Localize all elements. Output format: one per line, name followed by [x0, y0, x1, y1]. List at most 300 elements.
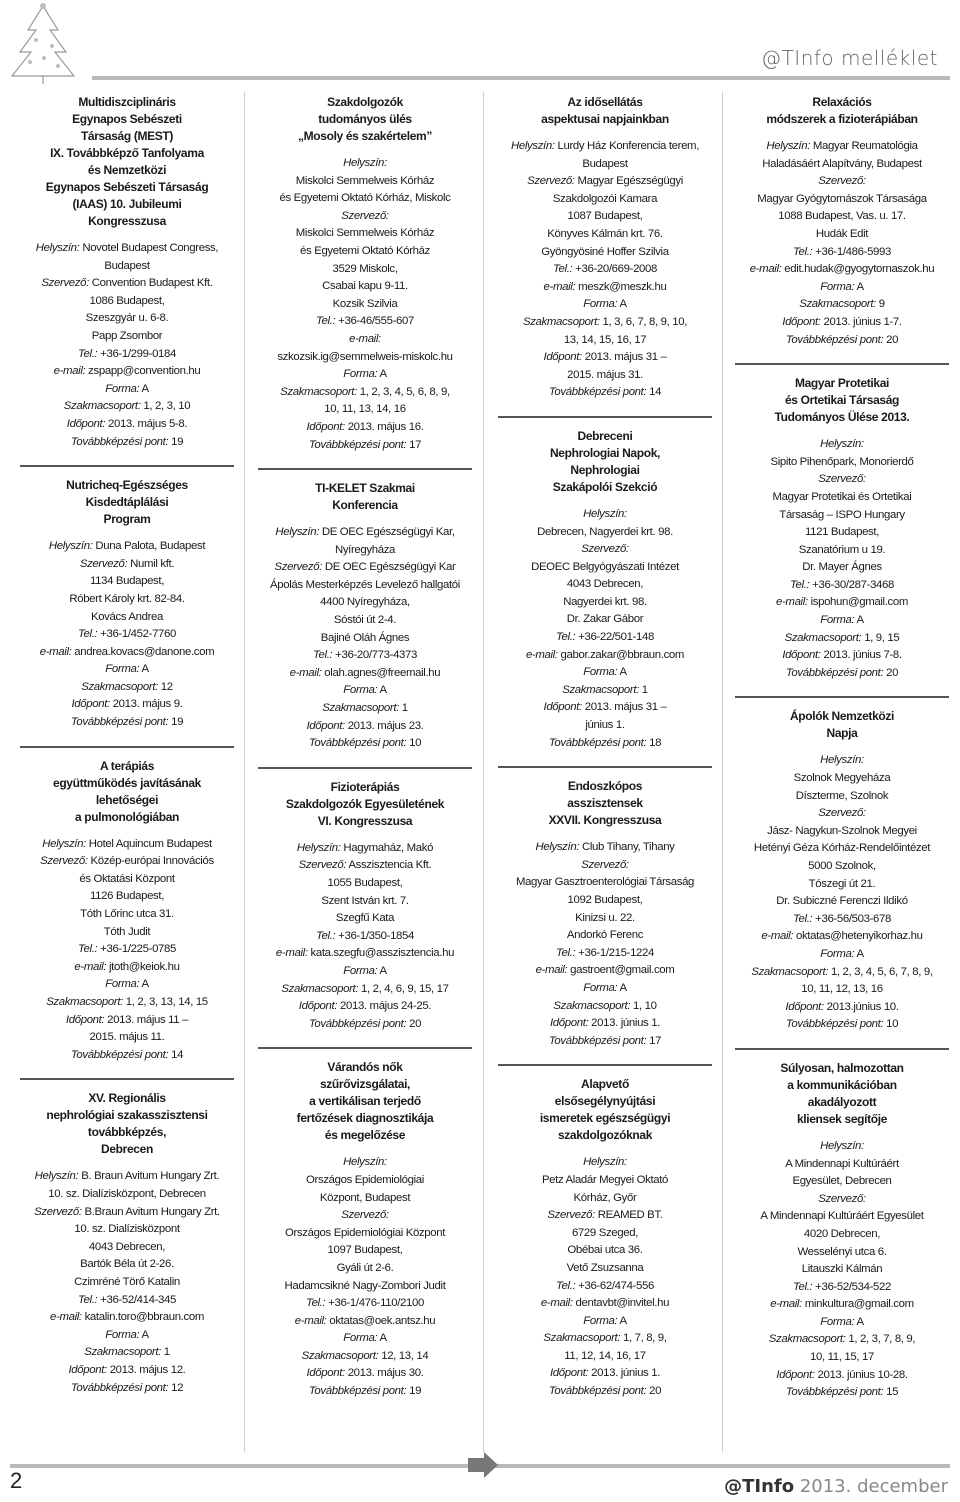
detail-label: Szervező:	[40, 855, 88, 868]
event-title-line: ismeretek egészségügyi	[539, 1111, 671, 1126]
event-title-line: Szakápolói Szekció	[552, 479, 658, 494]
detail-value: A	[856, 1315, 864, 1328]
detail-value: Kórház, Győr	[573, 1191, 637, 1204]
detail-value: +36-1/225-0785	[100, 943, 177, 956]
detail-value: A	[141, 978, 149, 991]
event-detail-line	[502, 1033, 708, 1051]
detail-value: 20	[886, 666, 899, 679]
detail-value: 1126 Budapest,	[89, 890, 165, 903]
event-detail-line	[502, 962, 708, 980]
event-entry	[258, 1047, 472, 1408]
detail-value: 4400 Nyíregyháza,	[320, 596, 410, 609]
detail-label: Forma:	[820, 280, 855, 293]
event-detail-line	[739, 489, 945, 507]
detail-value: A	[619, 666, 627, 679]
event-title-line: Nephrologiai Napok,	[549, 445, 661, 460]
detail-label: Szakmacsoport:	[280, 385, 357, 398]
detail-label: Továbbképzési pont:	[70, 1048, 169, 1061]
event-detail-line	[739, 1279, 945, 1297]
detail-label: Szervező:	[527, 175, 575, 188]
event-detail-line	[24, 1327, 230, 1345]
detail-label: Tel.:	[552, 263, 573, 276]
detail-label: Helyszín:	[535, 841, 580, 854]
detail-value: A	[379, 964, 387, 977]
detail-value: 10. sz. Dialízisközpont	[74, 1223, 180, 1236]
detail-label: Szakmacsoport:	[281, 982, 359, 995]
event-detail-line	[739, 138, 945, 156]
event-detail-line	[24, 906, 230, 924]
event-detail-line	[262, 349, 468, 367]
event-detail-line	[739, 296, 945, 314]
detail-label: Szakmacsoport:	[81, 680, 158, 693]
event-detail-line	[502, 384, 708, 402]
detail-value: +36-20/773-4373	[335, 649, 418, 662]
detail-value: Wesselényi utca 6.	[797, 1245, 887, 1258]
detail-value: 13, 14, 15, 16, 17	[563, 333, 647, 346]
detail-label: Szervező:	[581, 858, 629, 871]
event-detail-line	[739, 647, 945, 665]
event-title-line: Ápolók Nemzetközi	[789, 709, 895, 724]
column-divider	[483, 92, 484, 1452]
detail-label: Időpont:	[298, 1000, 338, 1013]
detail-value: Hagymaház, Makó	[343, 841, 434, 854]
detail-value: 2013. május 31 –	[584, 351, 667, 364]
detail-label: Tel.:	[315, 929, 336, 942]
detail-value: +36-62/474-556	[578, 1279, 655, 1292]
event-detail-line	[24, 836, 230, 854]
detail-value: 10, 11, 13, 14, 16	[324, 403, 406, 416]
detail-label: Tel.:	[792, 245, 813, 258]
detail-value: DE OEC Egészségügyi Kar	[324, 561, 456, 574]
event-detail-line	[24, 1204, 230, 1222]
detail-label: Továbbképzési pont:	[548, 736, 647, 749]
detail-label: Tel.:	[77, 347, 98, 360]
detail-label: Forma:	[343, 964, 378, 977]
event-title-line: VI. Kongresszusa	[317, 813, 413, 828]
event-detail-line	[739, 770, 945, 788]
detail-value: ispohun@gmail.com	[810, 596, 908, 609]
detail-label: Tel.:	[555, 1279, 576, 1292]
detail-value: és Egyetemi Oktató Kórház, Miskolc	[279, 192, 451, 205]
event-detail-line	[502, 226, 708, 244]
event-title-line: „Mosoly és szakértelem”	[297, 129, 433, 143]
event-title-line: továbbképzés,	[87, 1125, 167, 1140]
event-detail-line	[262, 981, 468, 999]
event-detail-line	[739, 752, 945, 770]
detail-value: Gyáli út 2-6.	[336, 1261, 394, 1274]
event-detail-line	[262, 1016, 468, 1034]
event-detail-line	[24, 924, 230, 942]
detail-value: A	[619, 981, 627, 994]
detail-value: +36-56/503-678	[815, 912, 892, 925]
detail-value: 2015. május 31.	[567, 368, 643, 381]
detail-label: Szervező:	[818, 175, 866, 188]
event-detail-line	[739, 191, 945, 209]
detail-value: Asszisztencia Kft.	[348, 859, 432, 872]
detail-label: Helyszín:	[42, 837, 86, 850]
detail-value: 2013. május 9.	[112, 698, 183, 711]
detail-value: 1092 Budapest,	[567, 894, 643, 906]
detail-value: Obébai utca 36.	[567, 1244, 643, 1257]
event-title-line: asszisztensek	[567, 796, 643, 811]
event-detail-line	[502, 314, 708, 332]
column-divider	[244, 92, 245, 1452]
event-detail-line	[502, 332, 708, 350]
detail-label: e-mail:	[535, 964, 568, 977]
detail-value: Litauszki Kálmán	[801, 1263, 883, 1276]
event-detail-line	[739, 173, 945, 191]
event-title-line: Debreceni	[577, 428, 633, 443]
event-entry	[498, 766, 712, 1058]
event-detail-line	[739, 911, 945, 929]
detail-value: 20	[886, 333, 899, 346]
detail-label: Szakmacsoport:	[301, 1349, 379, 1362]
detail-value: A Mindennapi Kultúráért Egyesület	[760, 1210, 924, 1223]
detail-label: Tel.:	[77, 1293, 98, 1306]
event-title-line: Fizioterápiás	[330, 779, 400, 794]
event-title-line: Szakdolgozók Egyesületének	[285, 796, 445, 811]
event-detail-line	[24, 1168, 230, 1186]
event-detail-line	[502, 1260, 708, 1278]
detail-label: Szervező:	[34, 1205, 82, 1218]
event-title-line: módszerek a fizioterápiában	[766, 112, 918, 126]
event-detail-line	[739, 507, 945, 525]
event-detail-line	[502, 156, 708, 174]
detail-value: Numil kft.	[130, 557, 175, 570]
event-entry	[498, 92, 712, 410]
detail-label: Helyszín:	[510, 140, 555, 152]
event-detail-line	[502, 611, 708, 629]
detail-value: Sóstói út 2-4.	[333, 614, 397, 627]
event-detail-line	[739, 244, 945, 262]
detail-label: Helyszín:	[343, 1156, 387, 1169]
detail-value: 3529 Miskolc,	[332, 262, 398, 275]
detail-value: Díszterme, Szolnok	[795, 789, 889, 802]
event-title-line: Súlyosan, halmozottan	[780, 1060, 904, 1075]
detail-value: REAMED BT.	[597, 1209, 663, 1222]
detail-label: Továbbképzési pont:	[548, 1385, 647, 1398]
event-detail-line	[739, 577, 945, 595]
event-title-line: aspektusai napjainkban	[541, 112, 669, 126]
event-title-line: tudományos ülés	[318, 112, 412, 126]
detail-value: B.Braun Avitum Hungary Zrt.	[84, 1205, 220, 1218]
event-detail-line	[262, 577, 468, 595]
detail-value: A	[856, 614, 864, 627]
detail-label: Időpont:	[306, 1367, 345, 1380]
event-detail-line	[502, 208, 708, 226]
detail-value: 6729 Szeged,	[571, 1226, 639, 1239]
event-title-line: Nutricheq-Egészséges	[66, 478, 188, 493]
event-title-line: kliensek segítője	[796, 1111, 888, 1126]
detail-value: és Oktatási Központ	[79, 872, 175, 885]
detail-value: A Mindennapi Kultúráért	[785, 1157, 899, 1170]
detail-label: Továbbképzési pont:	[70, 716, 169, 729]
detail-value: Könyves Kálmán krt. 76.	[547, 227, 663, 240]
event-detail-line	[502, 927, 708, 945]
detail-label: e-mail:	[761, 930, 794, 943]
event-detail-line	[739, 559, 945, 577]
event-detail-line	[502, 980, 708, 998]
event-detail-line	[739, 314, 945, 332]
detail-label: Időpont:	[68, 1363, 107, 1376]
event-detail-line	[262, 243, 468, 261]
detail-value: Szegfű Kata	[335, 912, 395, 925]
detail-value: Magyar Egészségügyi	[577, 175, 683, 188]
detail-value: A	[141, 382, 149, 395]
detail-value: 1087 Budapest,	[567, 210, 643, 223]
event-detail-line	[24, 871, 230, 889]
detail-value: 1, 2, 3, 10	[143, 400, 191, 413]
detail-value: 2013. június 1-7.	[823, 315, 902, 328]
event-detail-line	[262, 893, 468, 911]
detail-value: dentavbt@invitel.hu	[575, 1297, 670, 1310]
detail-value: 2013. június 10-28.	[817, 1368, 908, 1381]
event-title-line: Egynapos Sebészeti	[72, 112, 182, 126]
event-detail-line	[262, 998, 468, 1016]
event-entry	[258, 468, 472, 761]
detail-label: e-mail:	[770, 1298, 802, 1311]
event-detail-line	[739, 454, 945, 472]
event-detail-line	[502, 629, 708, 647]
event-detail-line	[24, 1256, 230, 1274]
detail-value: Convention Budapest Kft.	[91, 277, 213, 290]
event-detail-line	[502, 1348, 708, 1366]
detail-label: Helyszín:	[35, 242, 80, 254]
detail-value: Hudák Edit	[815, 227, 869, 240]
event-detail-line	[262, 630, 468, 648]
event-detail-line	[739, 1261, 945, 1279]
event-detail-line	[262, 1190, 468, 1208]
detail-value: oktatas@oek.antsz.hu	[329, 1314, 436, 1327]
detail-value: olah.agnes@freemail.hu	[324, 666, 441, 679]
detail-value: Szakdolgozói Kamara	[552, 192, 658, 205]
detail-value: Andorkó Ferenc	[566, 929, 644, 942]
event-title-line: Egynapos Sebészeti Társaság	[45, 180, 209, 194]
detail-value: 19	[171, 435, 184, 448]
detail-value: Tóth Judit	[103, 925, 151, 938]
detail-value: Vető Zsuzsanna	[566, 1261, 644, 1274]
event-detail-line	[262, 296, 468, 314]
detail-label: Továbbképzési pont:	[548, 1034, 647, 1047]
footer-brand	[724, 1476, 948, 1497]
event-detail-line	[502, 559, 708, 577]
event-detail-line	[502, 594, 708, 612]
detail-label: Szakmacsoport:	[46, 996, 123, 1008]
event-detail-line	[502, 524, 708, 542]
event-detail-line	[502, 576, 708, 594]
event-detail-line	[739, 1244, 945, 1262]
event-title-line: és Nemzetközi	[87, 163, 167, 177]
detail-value: 1, 3, 6, 7, 8, 9, 10,	[602, 315, 688, 328]
detail-value: Központ, Budapest	[319, 1191, 411, 1204]
detail-value: Miskolci Semmelweis Kórház	[295, 174, 435, 187]
event-detail-line	[262, 1172, 468, 1190]
event-detail-line	[502, 367, 708, 385]
detail-label: Szervező:	[581, 543, 629, 556]
event-title-line: lehetőségei	[95, 792, 159, 807]
detail-value: Papp Zsombor	[91, 329, 163, 342]
event-detail-line	[739, 1156, 945, 1174]
event-detail-line	[502, 717, 708, 735]
detail-value: 5000 Szolnok,	[808, 860, 876, 872]
event-detail-line	[502, 1278, 708, 1296]
detail-value: Budapest	[582, 157, 628, 170]
event-title-line: Társaság (MEST)	[80, 129, 174, 143]
detail-label: Helyszín:	[296, 841, 341, 854]
detail-value: Csabai kapu 9-11.	[322, 280, 408, 293]
detail-label: Időpont:	[782, 315, 821, 328]
detail-label: Helyszín:	[343, 157, 387, 169]
detail-value: 4043 Debrecen,	[566, 578, 644, 591]
event-detail-line	[502, 1225, 708, 1243]
event-title-line: Nephrologiai	[570, 462, 640, 477]
event-detail-line	[262, 190, 468, 208]
detail-value: Sipito Pihenőpark, Monorierdő	[770, 455, 914, 468]
event-title-line: Kisdedtáplálási	[85, 495, 169, 510]
event-detail-line	[262, 437, 468, 455]
column-1	[20, 92, 234, 1405]
event-detail-line	[262, 1383, 468, 1401]
detail-label: Szakmacsoport:	[799, 298, 876, 311]
detail-value: Novotel Budapest Congress,	[82, 242, 219, 254]
detail-label: Szervező:	[79, 557, 128, 570]
event-entry	[735, 1048, 949, 1410]
detail-value: 12	[160, 680, 173, 693]
detail-label: Forma:	[583, 1314, 618, 1327]
event-entry	[735, 92, 949, 357]
footer-issue-date: 2013. december	[799, 1476, 948, 1497]
event-detail-line	[24, 328, 230, 346]
event-detail-line	[739, 840, 945, 858]
event-detail-line	[262, 173, 468, 191]
event-detail-line	[739, 156, 945, 174]
event-detail-line	[739, 208, 945, 226]
detail-label: Helyszín:	[766, 140, 811, 152]
event-entry	[735, 363, 949, 690]
detail-label: Szervező:	[274, 561, 323, 574]
detail-label: Helyszín:	[275, 526, 320, 539]
event-detail-line	[262, 1330, 468, 1348]
event-title-line: a kommunikációban	[787, 1077, 897, 1092]
detail-value: 9	[878, 298, 885, 311]
detail-value: Hadamcsikné Nagy-Zombori Judit	[284, 1279, 446, 1292]
detail-value: +36-1/486-5993	[815, 245, 892, 258]
event-entry	[258, 92, 472, 462]
detail-value: Jász- Nagykun-Szolnok Megyei	[767, 824, 917, 837]
detail-label: Forma:	[820, 947, 855, 960]
detail-label: e-mail:	[543, 280, 576, 293]
detail-value: A	[379, 368, 387, 381]
detail-label: Szakmacsoport:	[784, 631, 862, 644]
event-title-line: szakdolgozóknak	[557, 1128, 653, 1143]
detail-label: e-mail:	[53, 365, 86, 378]
detail-value: Társaság – ISPO Hungary	[779, 508, 905, 521]
detail-label: e-mail:	[349, 332, 381, 345]
detail-label: Szervező:	[41, 277, 89, 290]
event-entry	[20, 465, 234, 740]
event-detail-line	[262, 840, 468, 858]
detail-value: DE OEC Egészségügyi Kar,	[321, 526, 455, 539]
detail-value: Szanatórium u 19.	[798, 543, 886, 556]
detail-value: oktatas@hetenyikorhaz.hu	[795, 930, 923, 943]
event-detail-line	[262, 261, 468, 279]
detail-value: Kinizsi u. 22.	[575, 911, 635, 924]
detail-value: 20	[409, 1017, 422, 1030]
detail-value: 2013. május 11 –	[107, 1013, 189, 1026]
event-detail-line	[502, 296, 708, 314]
detail-label: Szakmacsoport:	[543, 1332, 621, 1345]
event-detail-line	[262, 1313, 468, 1331]
detail-label: Szakmacsoport:	[751, 965, 829, 978]
detail-value: 10, 11, 12, 13, 16	[801, 983, 883, 996]
event-detail-line	[739, 665, 945, 683]
event-detail-line	[262, 1154, 468, 1172]
event-detail-line	[24, 556, 230, 574]
detail-value: 4043 Debrecen,	[88, 1240, 166, 1253]
detail-value: Gyöngyösiné Hoffer Szilvia	[541, 245, 669, 258]
event-detail-line	[24, 258, 230, 276]
event-detail-line	[262, 313, 468, 331]
detail-value: Tószegi út 21.	[808, 877, 876, 890]
event-detail-line	[739, 981, 945, 999]
detail-label: Szakmacsoport:	[768, 1333, 846, 1346]
detail-value: 1, 7, 8, 9,	[622, 1332, 667, 1345]
detail-value: Nagyerdei krt. 98.	[563, 595, 647, 608]
detail-value: Szeszgyár u. 6-8.	[85, 312, 169, 325]
detail-label: Forma:	[105, 663, 140, 676]
detail-value: 1	[163, 1346, 170, 1359]
detail-value: 20	[649, 1385, 662, 1398]
detail-value: Dr. Zakar Gábor	[566, 613, 644, 626]
event-detail-line	[24, 538, 230, 556]
event-detail-line	[24, 1274, 230, 1292]
detail-value: 10. sz. Dialízisközpont, Debrecen	[48, 1187, 206, 1200]
detail-value: Egyesület, Debrecen	[792, 1175, 892, 1188]
detail-value: +36-1/299-0184	[100, 347, 177, 360]
event-detail-line	[24, 1380, 230, 1398]
detail-value: 17	[409, 438, 422, 451]
event-detail-line	[502, 839, 708, 857]
event-detail-line	[739, 1367, 945, 1385]
event-title-line: XV. Regionális	[88, 1091, 166, 1106]
event-detail-line	[262, 665, 468, 683]
event-detail-line	[262, 647, 468, 665]
detail-label: e-mail:	[540, 1297, 573, 1310]
detail-label: Időpont:	[549, 1017, 589, 1030]
event-detail-line	[24, 661, 230, 679]
detail-label: Helyszín:	[820, 438, 864, 451]
detail-value: 2013. június 1.	[591, 1017, 661, 1030]
detail-value: Magyar Gyógytornászok Társasága	[757, 192, 927, 205]
event-detail-line	[502, 998, 708, 1016]
event-detail-line	[24, 609, 230, 627]
detail-value: Petz Aladár Megyei Oktató	[541, 1173, 669, 1186]
event-detail-line	[262, 542, 468, 560]
event-detail-line	[739, 893, 945, 911]
detail-value: 1, 2, 4, 6, 9, 15, 17	[360, 982, 449, 995]
event-detail-line	[502, 349, 708, 367]
event-detail-line	[262, 1207, 468, 1225]
detail-label: Tel.:	[315, 315, 336, 328]
detail-value: Közép-európai Innovációs	[90, 855, 214, 868]
event-title-line: Az idősellátás	[567, 95, 643, 109]
detail-label: Időpont:	[306, 719, 345, 732]
detail-value: Magyar Gasztroenterológiai Társaság	[515, 876, 695, 889]
detail-value: meszk@meszk.hu	[578, 280, 667, 293]
event-detail-line	[502, 664, 708, 682]
event-detail-line	[739, 999, 945, 1017]
event-detail-line	[739, 612, 945, 630]
